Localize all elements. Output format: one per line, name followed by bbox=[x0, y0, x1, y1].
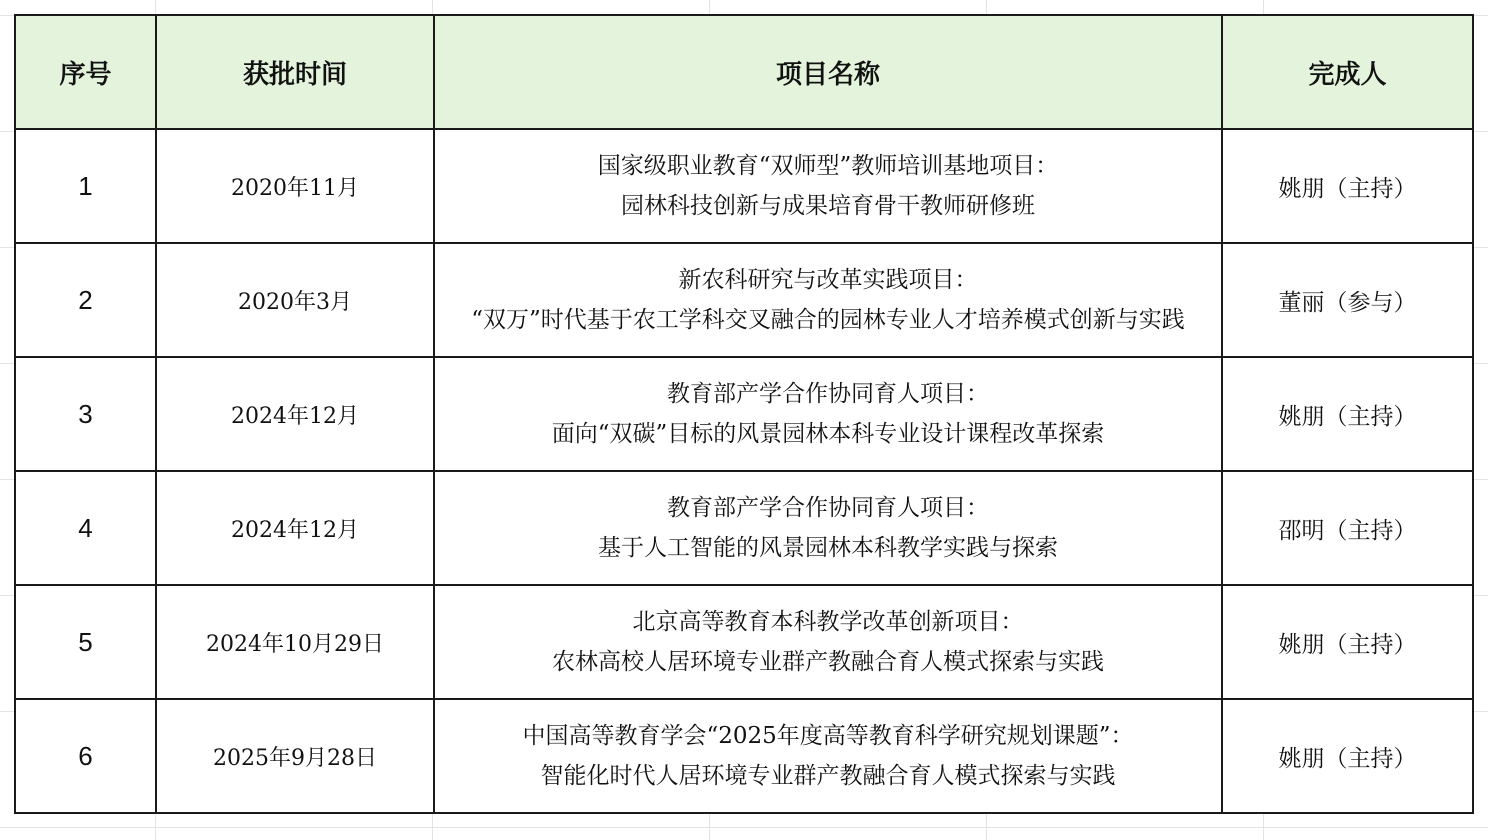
cell-person[interactable]: 姚朋（主持） bbox=[1222, 699, 1473, 813]
project-subtitle-line: 农林高校人居环境专业群产教融合育人模式探索与实践 bbox=[552, 649, 1104, 675]
cell-number[interactable]: 1 bbox=[15, 129, 156, 243]
projects-table bbox=[14, 14, 1474, 814]
header-cell-number[interactable]: 序号 bbox=[15, 15, 156, 129]
table-row bbox=[15, 585, 1473, 699]
project-subtitle-line: 面向“双碳”目标的风景园林本科专业设计课程改革探索 bbox=[551, 421, 1105, 447]
project-subtitle-line: “双万”时代基于农工学科交叉融合的园林专业人才培养模式创新与实践 bbox=[471, 307, 1185, 333]
project-title-line: 中国高等教育学会“2025年度高等教育科学研究规划课题”： bbox=[522, 723, 1134, 749]
cell-person[interactable]: 姚朋（主持） bbox=[1222, 585, 1473, 699]
project-title-line: 国家级职业教育“双师型”教师培训基地项目： bbox=[597, 153, 1059, 179]
cell-number[interactable]: 3 bbox=[15, 357, 156, 471]
cell-number[interactable]: 5 bbox=[15, 585, 156, 699]
cell-approval-date[interactable]: 2024年12月 bbox=[156, 357, 434, 471]
cell-person[interactable]: 邵明（主持） bbox=[1222, 471, 1473, 585]
header-cell-project-name[interactable]: 项目名称 bbox=[434, 15, 1222, 129]
cell-approval-date[interactable]: 2020年11月 bbox=[156, 129, 434, 243]
cell-number[interactable]: 6 bbox=[15, 699, 156, 813]
cell-project-name[interactable] bbox=[434, 471, 1222, 585]
cell-approval-date[interactable]: 2025年9月28日 bbox=[156, 699, 434, 813]
header-cell-approval-date[interactable]: 获批时间 bbox=[156, 15, 434, 129]
project-subtitle-line: 基于人工智能的风景园林本科教学实践与探索 bbox=[598, 535, 1058, 561]
cell-project-name[interactable] bbox=[434, 699, 1222, 813]
header-row bbox=[15, 15, 1473, 129]
project-title-line: 教育部产学合作协同育人项目： bbox=[667, 381, 989, 407]
project-title-line: 教育部产学合作协同育人项目： bbox=[667, 495, 989, 521]
cell-number[interactable]: 2 bbox=[15, 243, 156, 357]
cell-person[interactable]: 姚朋（主持） bbox=[1222, 357, 1473, 471]
table-row bbox=[15, 699, 1473, 813]
cell-project-name[interactable] bbox=[434, 585, 1222, 699]
cell-approval-date[interactable]: 2024年12月 bbox=[156, 471, 434, 585]
cell-project-name[interactable] bbox=[434, 129, 1222, 243]
table-row bbox=[15, 471, 1473, 585]
project-subtitle-line: 园林科技创新与成果培育骨干教师研修班 bbox=[621, 193, 1035, 219]
table-row bbox=[15, 129, 1473, 243]
cell-project-name[interactable] bbox=[434, 357, 1222, 471]
project-title-line: 新农科研究与改革实践项目： bbox=[678, 267, 978, 293]
table-row bbox=[15, 243, 1473, 357]
cell-project-name[interactable] bbox=[434, 243, 1222, 357]
cell-approval-date[interactable]: 2024年10月29日 bbox=[156, 585, 434, 699]
project-title-line: 北京高等教育本科教学改革创新项目： bbox=[632, 609, 1024, 635]
table-row bbox=[15, 357, 1473, 471]
cell-person[interactable]: 董丽（参与） bbox=[1222, 243, 1473, 357]
header-cell-person[interactable]: 完成人 bbox=[1222, 15, 1473, 129]
project-subtitle-line: 智能化时代人居环境专业群产教融合育人模式探索与实践 bbox=[540, 763, 1116, 789]
cell-number[interactable]: 4 bbox=[15, 471, 156, 585]
cell-person[interactable]: 姚朋（主持） bbox=[1222, 129, 1473, 243]
cell-approval-date[interactable]: 2020年3月 bbox=[156, 243, 434, 357]
